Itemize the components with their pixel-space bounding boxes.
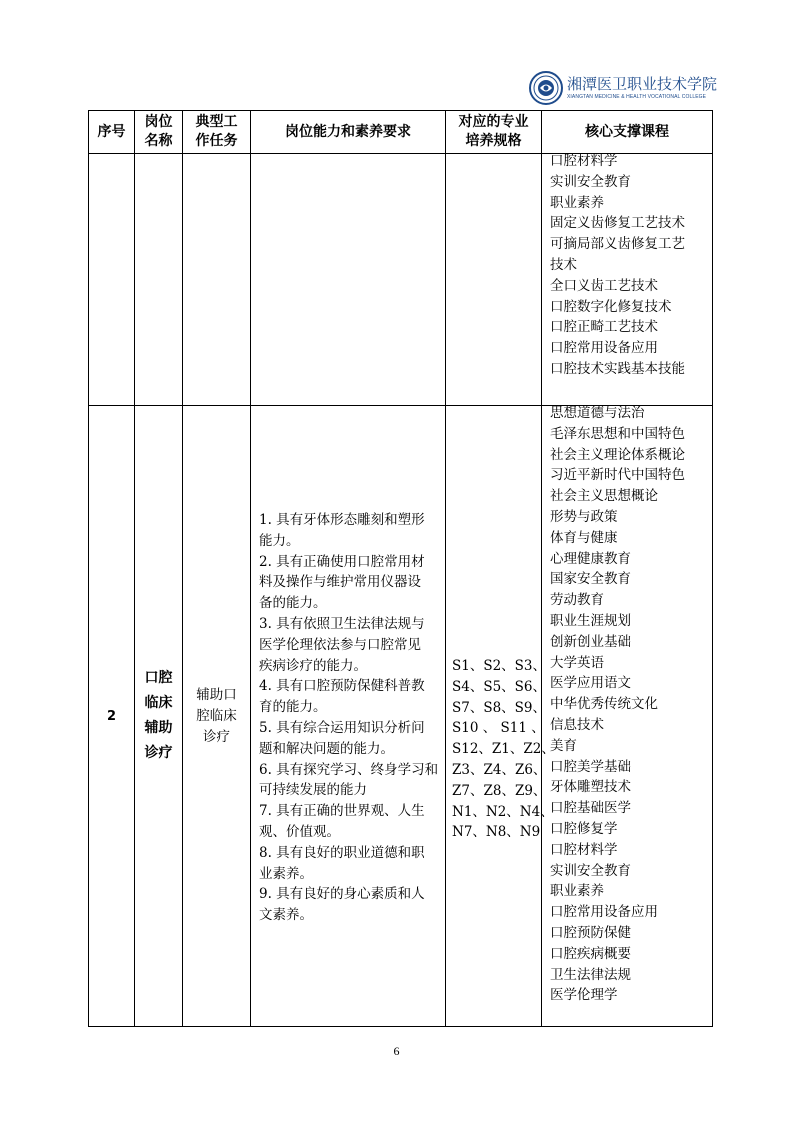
list-item: 口腔美学基础 [550,758,631,775]
header-position: 岗位 名称 [144,114,173,149]
spec-line: Z3、Z4、Z6、 [452,761,547,778]
list-item: 口腔常用设备应用 [550,340,658,357]
ability-line: 可持续发展的能力 [259,782,367,799]
ability-line: 5. 具有综合运用知识分析问 [259,719,425,736]
list-item: 职业素养 [550,194,604,211]
row2-typical-task: 辅助口 腔临床 诊疗 [196,686,237,745]
list-item: 劳动教育 [550,592,604,609]
row2-position: 口腔 临床 辅助 诊疗 [144,670,173,761]
list-item: 美育 [550,737,577,754]
list-item: 思想道德与法治 [550,405,645,421]
list-item: 可摘局部义齿修复工艺 [550,236,685,253]
list-item: 口腔正畸工艺技术 [550,319,658,336]
list-item: 口腔材料学 [550,153,618,169]
header-seq: 序号 [97,123,126,140]
ability-line: 7. 具有正确的世界观、人生 [259,803,425,820]
ability-line: 文素养。 [259,907,313,924]
list-item: 口腔修复学 [550,820,618,837]
list-item: 技术 [550,256,577,273]
ability-line: 医学伦理依法参与口腔常见 [259,636,421,653]
school-name-cn: 湘潭医卫职业技术学院 [567,74,718,93]
list-item: 口腔材料学 [550,841,618,858]
school-name-en: XIANGTAN MEDICINE & HEALTH VOCATIONAL COLLEGE [567,93,707,100]
ability-line: 业素养。 [259,865,313,882]
list-item: 职业生涯规划 [550,612,631,629]
list-item: 口腔常用设备应用 [550,904,658,921]
ability-line: 2. 具有正确使用口腔常用材 [259,553,425,570]
list-item: 大学英语 [550,654,604,671]
page-number: 6 [393,1044,400,1058]
ability-line: 观、价值观。 [259,823,340,840]
list-item: 实训安全教育 [550,173,631,190]
list-item: 口腔数字化修复技术 [550,298,672,315]
header-typical-task: 典型工 作任务 [195,114,238,149]
college-seal-icon [529,71,563,105]
row2-course-list [550,403,685,1006]
list-item: 口腔预防保健 [550,924,631,941]
ability-line: 备的能力。 [259,595,327,612]
ability-line: 9. 具有良好的身心素质和人 [259,886,425,903]
header-abilities: 岗位能力和素养要求 [285,123,411,140]
list-item: 社会主义思想概论 [550,488,658,505]
college-logo [529,70,718,106]
ability-line: 3. 具有依照卫生法律法规与 [259,615,425,632]
list-item: 口腔基础医学 [550,800,631,817]
spec-line: N1、N2、N4、 [452,803,554,820]
row2-abilities [259,510,438,926]
spec-line: S12、Z1、Z2、 [452,741,555,758]
ability-line: 疾病诊疗的能力。 [259,657,367,674]
spec-line: S7、S8、S9、 [452,699,547,716]
list-item: 全口义齿工艺技术 [550,277,658,294]
ability-line: 8. 具有良好的职业道德和职 [259,844,425,861]
list-item: 口腔疾病概要 [550,945,631,962]
spec-line: S1、S2、S3、 [452,658,547,674]
list-item: 实训安全教育 [550,862,631,879]
list-item: 口腔技术实践基本技能 [550,360,685,377]
ability-line: 能力。 [259,532,300,549]
list-item: 职业素养 [550,883,604,900]
ability-line: 1. 具有牙体形态雕刻和塑形 [259,512,425,528]
list-item: 形势与政策 [550,508,618,525]
list-item: 固定义齿修复工艺技术 [550,215,685,232]
list-item: 毛泽东思想和中国特色 [550,425,685,442]
list-item: 创新创业基础 [550,633,631,650]
row2-specs [452,656,555,843]
ability-line: 题和解决问题的能力。 [259,740,394,757]
list-item: 卫生法律法规 [550,966,631,983]
list-item: 社会主义理论体系概论 [550,446,685,463]
list-item: 心理健康教育 [550,550,631,567]
list-item: 体育与健康 [550,529,618,546]
ability-line: 料及操作与维护常用仪器设 [259,574,421,591]
header-specs: 对应的专业 培养规格 [458,114,529,149]
list-item: 医学伦理学 [550,987,618,1004]
row2-seq: 2 [106,708,117,724]
list-item: 医学应用语文 [550,675,631,692]
curriculum-table [88,110,713,1027]
ability-line: 育的能力。 [259,699,327,716]
spec-line: S4、S5、S6、 [452,678,547,695]
spec-line: Z7、Z8、Z9、 [452,782,547,799]
ability-line: 6. 具有探究学习、终身学习和 [259,761,439,778]
ability-line: 4. 具有口腔预防保健科普教 [259,678,425,695]
list-item: 中华优秀传统文化 [550,696,658,713]
header-core-courses: 核心支撑课程 [585,123,669,140]
list-item: 牙体雕塑技术 [550,779,631,796]
spec-line: S10 、 S11 、 [452,720,545,737]
list-item: 信息技术 [550,716,604,733]
list-item: 国家安全教育 [550,571,631,588]
continuation-course-list [550,151,685,380]
spec-line: N7、N8、N9 [452,824,541,841]
list-item: 习近平新时代中国特色 [550,467,685,484]
